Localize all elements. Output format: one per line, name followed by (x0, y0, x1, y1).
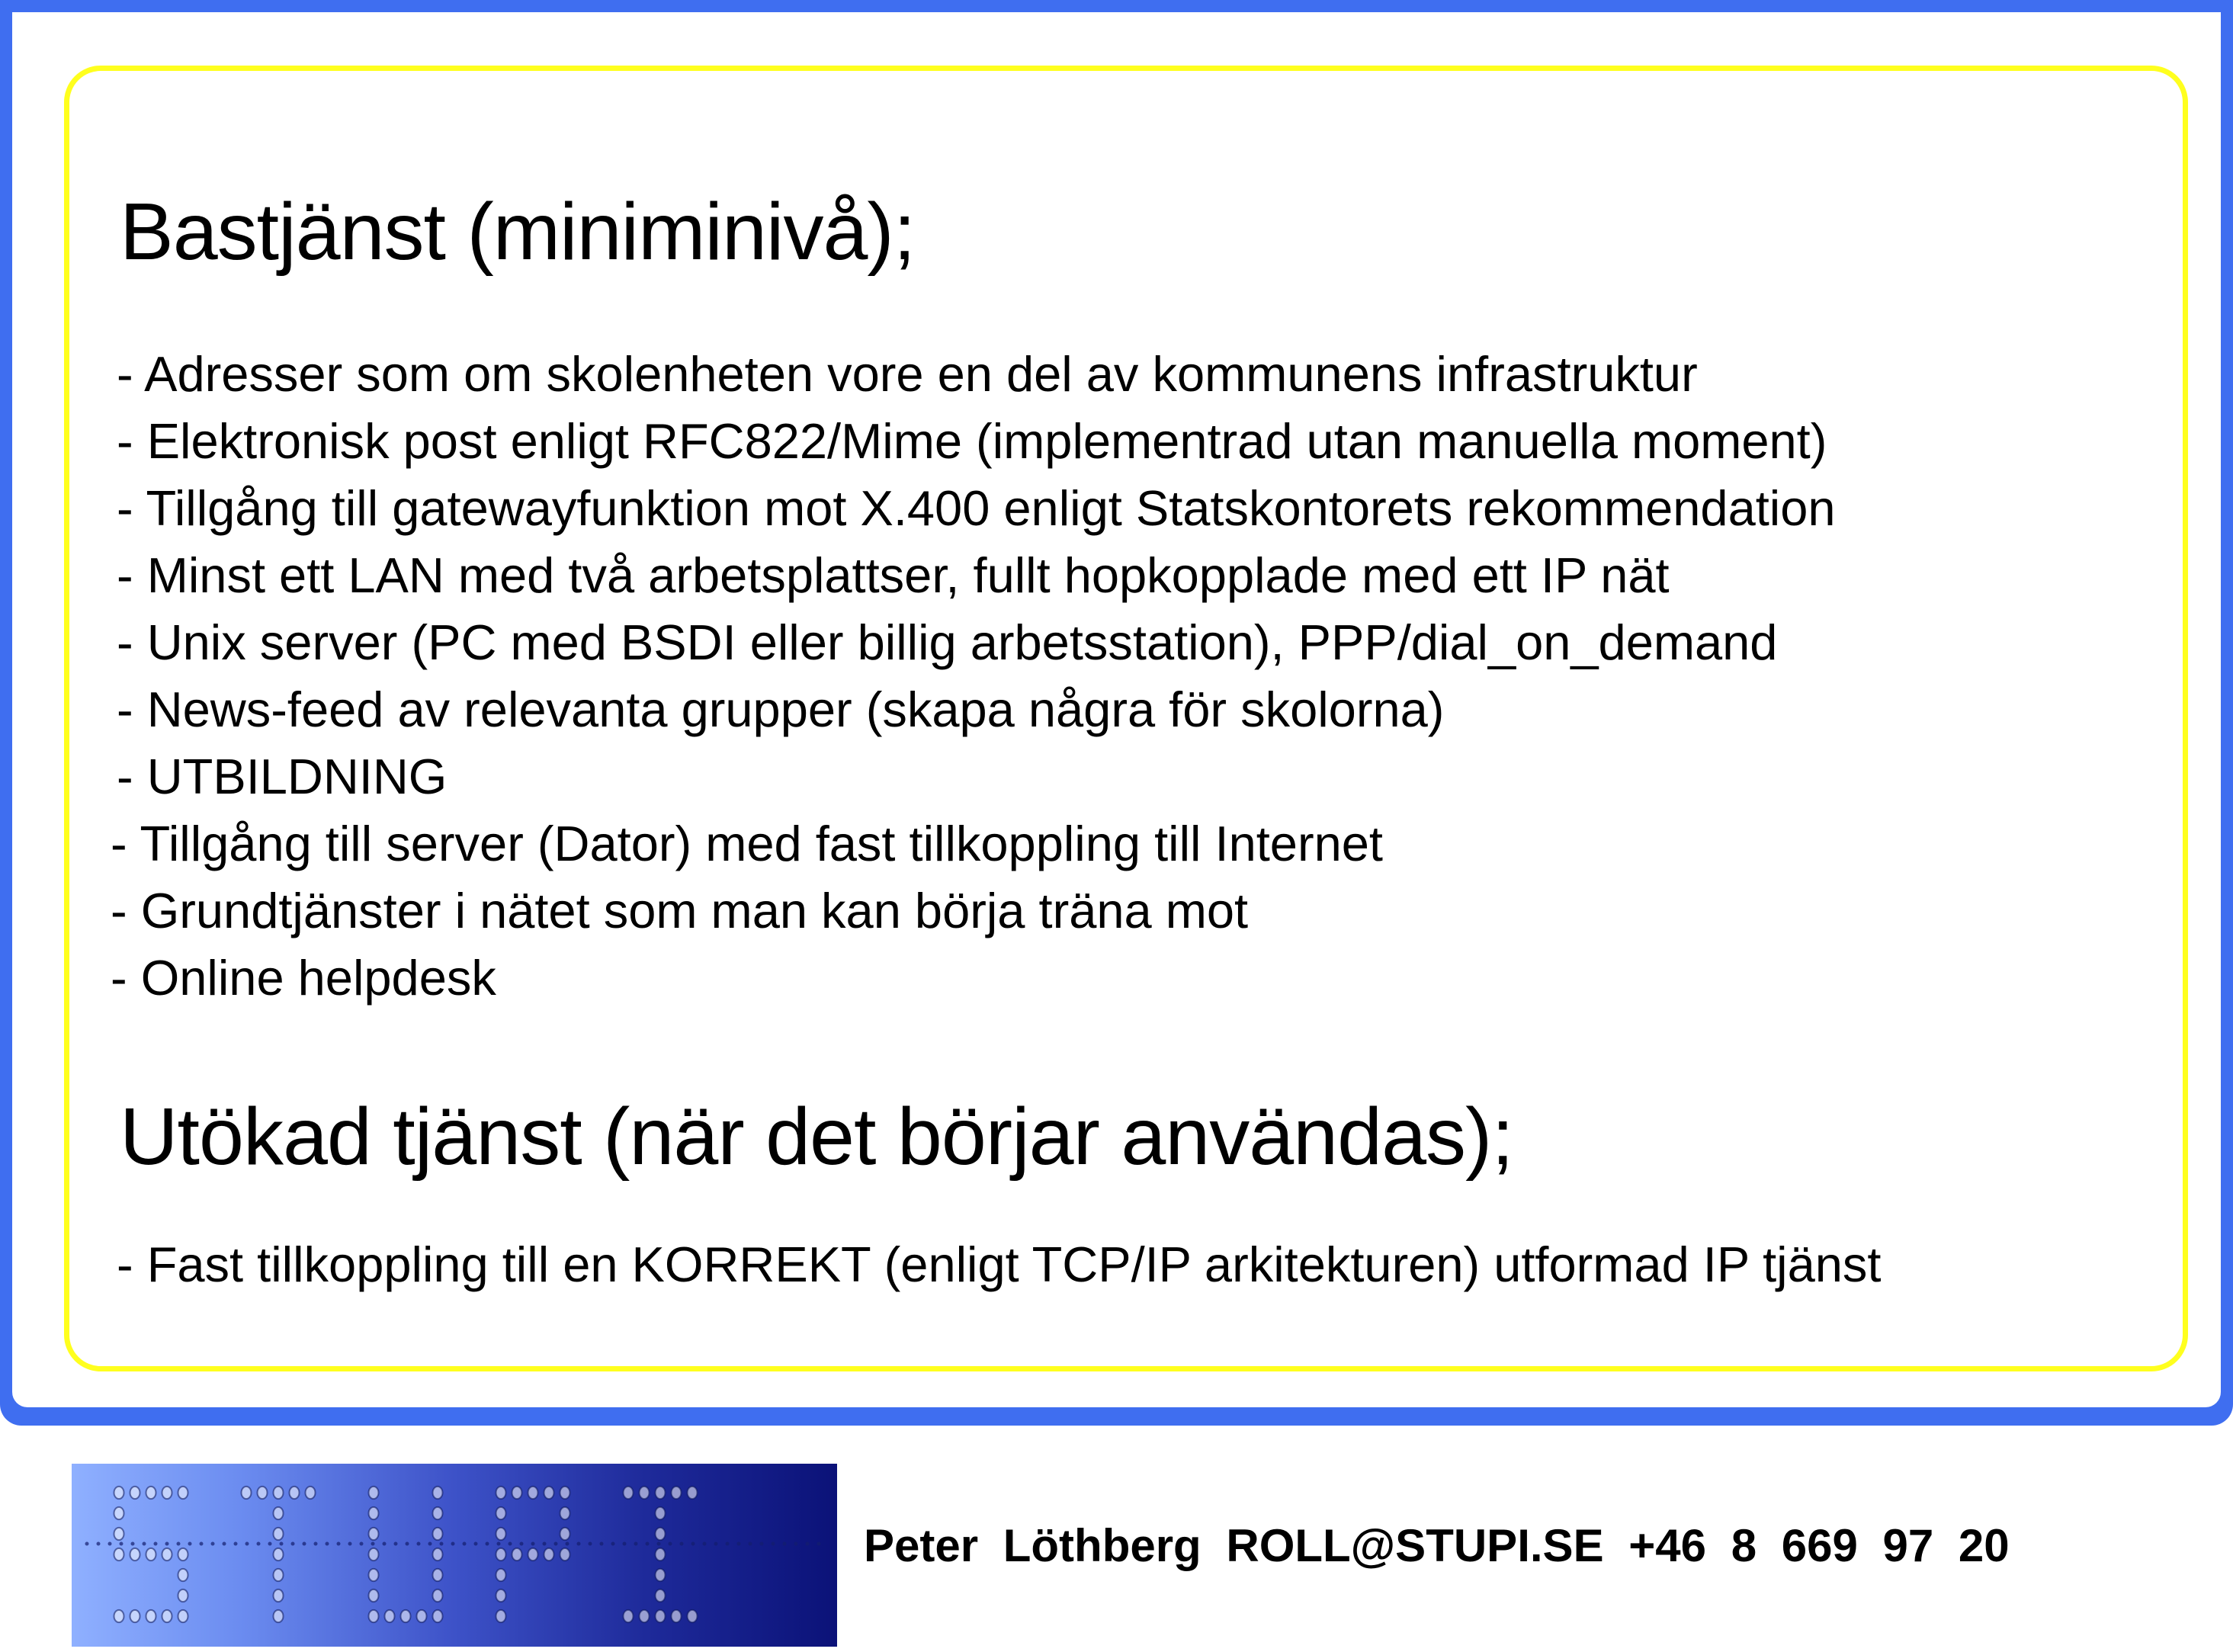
logo-dot (560, 1487, 570, 1499)
logo-guide-dot (360, 1542, 364, 1546)
logo-guide-dot (520, 1542, 524, 1546)
logo-guide-dot (783, 1542, 787, 1546)
logo-dot (401, 1610, 411, 1622)
logo-dot (433, 1507, 443, 1519)
logo-dot (274, 1569, 284, 1581)
logo-dot (274, 1507, 284, 1519)
logo-dot (130, 1610, 140, 1622)
logo-guide-dot (703, 1542, 707, 1546)
list-item: - Tillgång till server (Dator) med fast tillkoppling till Internet (111, 816, 1383, 871)
logo-dot (369, 1487, 379, 1499)
logo-dot (178, 1548, 188, 1561)
logo-guide-dot (371, 1542, 375, 1546)
logo-guide-dot (691, 1542, 695, 1546)
logo-dot (656, 1610, 666, 1622)
logo-guide-dot (623, 1542, 627, 1546)
logo-dot (162, 1487, 172, 1499)
logo-dot (512, 1548, 522, 1561)
logo-dot (433, 1548, 443, 1561)
logo-guide-dot (417, 1542, 421, 1546)
content-box (64, 66, 2188, 1371)
logo-dot (640, 1487, 650, 1499)
logo-dot (640, 1610, 650, 1622)
list-item: - Online helpdesk (111, 950, 496, 1006)
slide-background (12, 12, 2221, 1407)
logo-dot (114, 1610, 124, 1622)
logo-guide-dot (726, 1542, 730, 1546)
logo-dot (178, 1487, 188, 1499)
logo-dot (242, 1487, 252, 1499)
logo-dot (656, 1589, 666, 1602)
logo-guide-dot (394, 1542, 398, 1546)
logo-dot (146, 1548, 156, 1561)
logo-guide-dot (486, 1542, 489, 1546)
logo-guide-dot (714, 1542, 718, 1546)
logo-dot (496, 1487, 506, 1499)
logo-dot (560, 1528, 570, 1540)
logo-guide-dot (268, 1542, 272, 1546)
list-item: - Adresser som om skolenheten vore en del av kommunens infrastruktur (117, 346, 1698, 402)
logo-guide-dot (223, 1542, 226, 1546)
logo-dot (433, 1569, 443, 1581)
logo-guide-dot (143, 1542, 146, 1546)
logo-dot (433, 1487, 443, 1499)
logo-dot (672, 1610, 682, 1622)
logo-guide-dot (451, 1542, 455, 1546)
logo-dot (146, 1610, 156, 1622)
logo-guide-dot (97, 1542, 101, 1546)
logo-guide-dot (211, 1542, 215, 1546)
logo-guide-dot (154, 1542, 158, 1546)
logo-dot (178, 1610, 188, 1622)
logo-dot (560, 1548, 570, 1561)
logo-guide-dot (589, 1542, 592, 1546)
logo-guide-dot (200, 1542, 204, 1546)
stupi-logo (72, 1464, 837, 1647)
logo-guide-dot (611, 1542, 615, 1546)
logo-dot (369, 1569, 379, 1581)
logo-dot (306, 1487, 316, 1499)
logo-dot (274, 1528, 284, 1540)
logo-guide-dot (737, 1542, 741, 1546)
logo-dot (162, 1548, 172, 1561)
logo-dot (688, 1610, 698, 1622)
logo-dot (369, 1528, 379, 1540)
logo-dot (146, 1487, 156, 1499)
logo-guide-dot (280, 1542, 284, 1546)
logo-dot (114, 1487, 124, 1499)
logo-dot (512, 1487, 522, 1499)
logo-guide-dot (760, 1542, 764, 1546)
logo-guide-dot (646, 1542, 650, 1546)
logo-guide-dot (680, 1542, 684, 1546)
logo-dot (544, 1487, 554, 1499)
logo-dot (656, 1507, 666, 1519)
logo-dot (560, 1507, 570, 1519)
basic-service-heading: Bastjänst (miniminivå); (120, 187, 916, 277)
logo-dot (528, 1548, 538, 1561)
logo-dot (274, 1589, 284, 1602)
logo-dot (433, 1610, 443, 1622)
logo-dot (385, 1610, 395, 1622)
logo-guide-dot (543, 1542, 547, 1546)
logo-dot (114, 1507, 124, 1519)
logo-guide-dot (234, 1542, 238, 1546)
logo-dot (496, 1610, 506, 1622)
logo-dot (656, 1569, 666, 1581)
logo-guide-dot (657, 1542, 661, 1546)
list-item: - Fast tillkoppling till en KORREKT (enligt TCP/IP arkitekturen) utformad IP tjänst (117, 1237, 1882, 1292)
logo-guide-dot (245, 1542, 249, 1546)
logo-guide-dot (131, 1542, 135, 1546)
logo-guide-dot (326, 1542, 329, 1546)
list-item: - Tillgång till gatewayfunktion mot X.400 enligt Statskontorets rekommendation (117, 480, 1836, 536)
contact-info: Peter Löthberg ROLL@STUPI.SE +46 8 669 97 20 (864, 1520, 2010, 1571)
logo-guide-dot (188, 1542, 192, 1546)
logo-dot (688, 1487, 698, 1499)
logo-dot (274, 1487, 284, 1499)
logo-dot (258, 1487, 268, 1499)
logo-dot (624, 1487, 634, 1499)
logo-guide-dot (108, 1542, 112, 1546)
logo-dot (369, 1507, 379, 1519)
logo-guide-dot (177, 1542, 181, 1546)
logo-dot (496, 1548, 506, 1561)
logo-dot (114, 1548, 124, 1561)
list-item: - Grundtjänster i nätet som man kan börja träna mot (111, 883, 1249, 938)
logo-guide-dot (120, 1542, 124, 1546)
logo-dot (656, 1487, 666, 1499)
logo-dot (528, 1487, 538, 1499)
logo-dot (656, 1528, 666, 1540)
logo-guide-dot (337, 1542, 341, 1546)
logo-guide-dot (554, 1542, 558, 1546)
list-item: - UTBILDNING (117, 749, 448, 804)
logo-dot (496, 1569, 506, 1581)
logo-dot (290, 1487, 300, 1499)
extended-service-heading: Utökad tjänst (när det börjar användas); (120, 1092, 1513, 1182)
logo-guide-dot (474, 1542, 478, 1546)
logo-dot (130, 1487, 140, 1499)
logo-dot (274, 1548, 284, 1561)
logo-dot (178, 1589, 188, 1602)
list-item: - Unix server (PC med BSDI eller billig arbetsstation), PPP/dial_on_demand (117, 614, 1778, 670)
logo-guide-dot (406, 1542, 409, 1546)
logo-guide-dot (806, 1542, 810, 1546)
logo-guide-dot (165, 1542, 169, 1546)
logo-dot (544, 1548, 554, 1561)
logo-guide-dot (463, 1542, 467, 1546)
logo-dot (496, 1507, 506, 1519)
logo-guide-dot (85, 1542, 89, 1546)
logo-guide-dot (749, 1542, 752, 1546)
basic-service-list (111, 341, 1836, 1012)
logo-dot (369, 1610, 379, 1622)
logo-guide-dot (566, 1542, 569, 1546)
logo-dot (162, 1610, 172, 1622)
logo-dot (624, 1610, 634, 1622)
logo-guide-dot (440, 1542, 444, 1546)
logo-guide-dot (531, 1542, 535, 1546)
logo-dot (433, 1589, 443, 1602)
logo-guide-dot (669, 1542, 672, 1546)
logo-guide-dot (314, 1542, 318, 1546)
logo-guide-dot (497, 1542, 501, 1546)
logo-dot (274, 1610, 284, 1622)
logo-guide-dot (303, 1542, 306, 1546)
logo-dot (417, 1610, 427, 1622)
logo-guide-dot (348, 1542, 352, 1546)
logo-guide-dot (291, 1542, 295, 1546)
stupi-logo-dots (72, 1464, 837, 1647)
footer (0, 1426, 2233, 1652)
logo-dot (656, 1548, 666, 1561)
logo-dot (672, 1487, 682, 1499)
logo-guide-dot (257, 1542, 261, 1546)
logo-guide-dot (772, 1542, 775, 1546)
logo-dot (369, 1589, 379, 1602)
logo-guide-dot (509, 1542, 512, 1546)
list-item: - News-feed av relevanta grupper (skapa några för skolorna) (117, 682, 1445, 737)
logo-guide-dot (383, 1542, 387, 1546)
logo-dot (369, 1548, 379, 1561)
extended-service-list (117, 1231, 1881, 1298)
logo-dot (496, 1589, 506, 1602)
logo-guide-dot (428, 1542, 432, 1546)
logo-dot (114, 1528, 124, 1540)
list-item: - Minst ett LAN med två arbetsplattser, fullt hopkopplade med ett IP nät (117, 547, 1670, 603)
logo-dot (496, 1528, 506, 1540)
logo-guide-dot (794, 1542, 798, 1546)
logo-guide-dot (817, 1542, 821, 1546)
logo-guide-dot (634, 1542, 638, 1546)
logo-guide-dot (600, 1542, 604, 1546)
logo-dot (433, 1528, 443, 1540)
logo-dot (130, 1548, 140, 1561)
logo-dot (178, 1569, 188, 1581)
logo-guide-dot (577, 1542, 581, 1546)
list-item: - Elektronisk post enligt RFC822/Mime (implementrad utan manuella moment) (117, 413, 1827, 469)
